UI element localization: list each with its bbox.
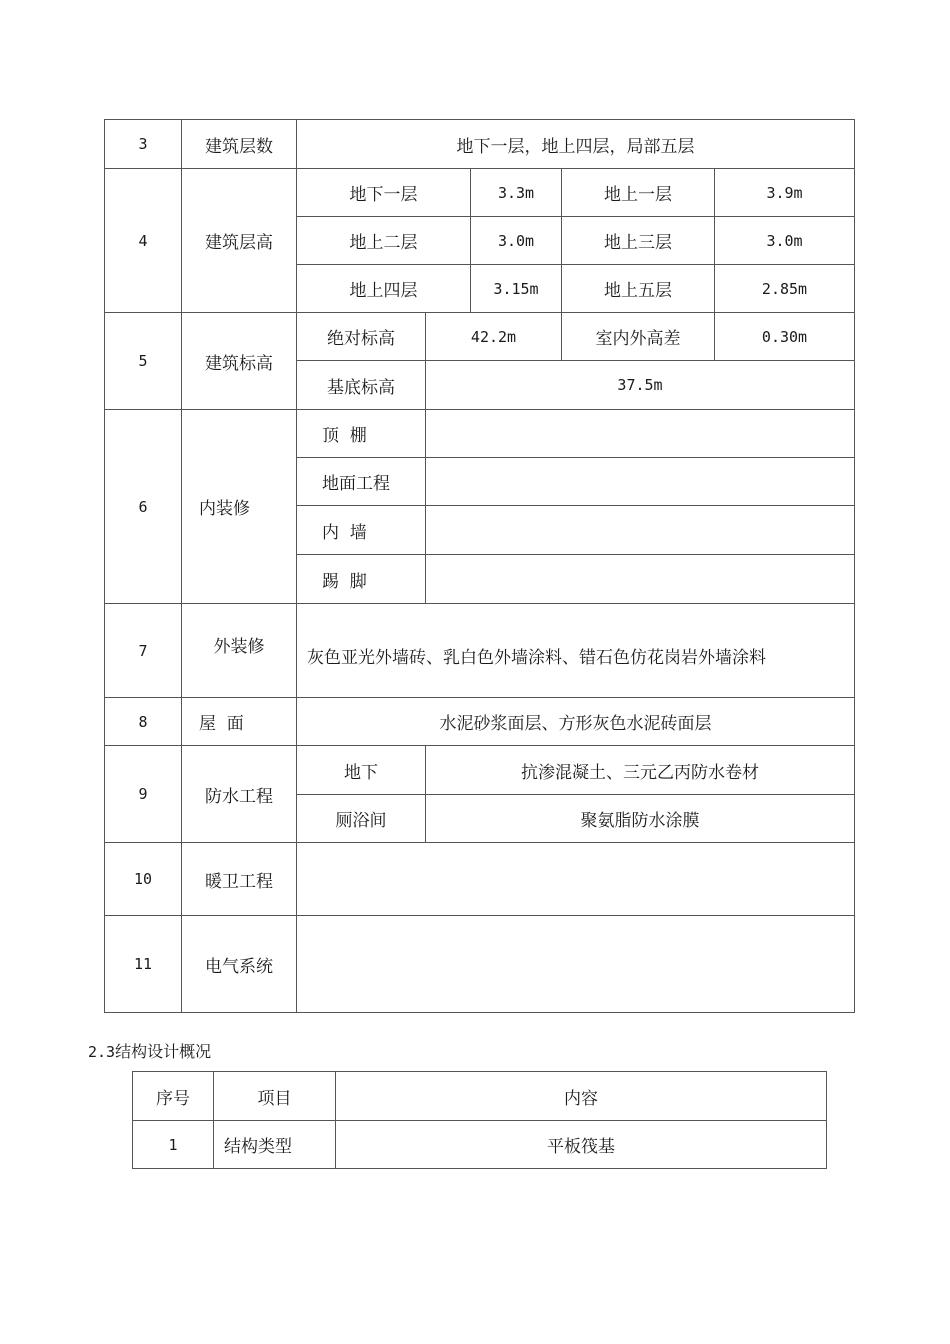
table-row bbox=[105, 746, 855, 795]
row-number: 8 bbox=[105, 698, 182, 746]
table-header-row bbox=[133, 1072, 827, 1121]
row-number: 3 bbox=[105, 120, 182, 169]
table-row bbox=[105, 313, 855, 361]
row-item: 电气系统 bbox=[182, 916, 297, 1013]
floor-height: 3.15m bbox=[471, 265, 562, 313]
waterproof-area-label: 厕浴间 bbox=[297, 795, 426, 843]
table-row bbox=[105, 916, 855, 1013]
row-item: 暖卫工程 bbox=[182, 843, 297, 916]
header-content: 内容 bbox=[336, 1072, 827, 1121]
row-item: 建筑标高 bbox=[182, 313, 297, 410]
row-content: 灰色亚光外墙砖、乳白色外墙涂料、错石色仿花岗岩外墙涂料 bbox=[297, 604, 855, 698]
row-item: 屋 面 bbox=[182, 698, 297, 746]
section-title: 结构设计概况 bbox=[115, 1042, 212, 1061]
row-number: 1 bbox=[133, 1121, 214, 1169]
base-elevation-label: 基底标高 bbox=[297, 361, 426, 410]
finish-item-value bbox=[426, 410, 855, 458]
header-item: 项目 bbox=[214, 1072, 336, 1121]
floor-height: 3.3m bbox=[471, 169, 562, 217]
row-number: 9 bbox=[105, 746, 182, 843]
table-row bbox=[105, 843, 855, 916]
absolute-elevation-label: 绝对标高 bbox=[297, 313, 426, 361]
header-number: 序号 bbox=[133, 1072, 214, 1121]
finish-item-value bbox=[426, 506, 855, 555]
row-item: 防水工程 bbox=[182, 746, 297, 843]
finish-item-label: 内 墙 bbox=[297, 506, 426, 555]
row-number: 5 bbox=[105, 313, 182, 410]
row-number: 7 bbox=[105, 604, 182, 698]
row-content: 地下一层，地上四层，局部五层 bbox=[297, 120, 855, 169]
floor-label: 地上五层 bbox=[562, 265, 715, 313]
row-content: 平板筏基 bbox=[336, 1121, 827, 1169]
table-row bbox=[105, 120, 855, 169]
row-number: 6 bbox=[105, 410, 182, 604]
row-item: 建筑层高 bbox=[182, 169, 297, 313]
row-number: 4 bbox=[105, 169, 182, 313]
finish-item-label: 顶 棚 bbox=[297, 410, 426, 458]
row-content: 水泥砂浆面层、方形灰色水泥砖面层 bbox=[297, 698, 855, 746]
table-row bbox=[105, 169, 855, 217]
table-row bbox=[105, 604, 855, 698]
floor-label: 地上四层 bbox=[297, 265, 471, 313]
row-item: 外装修 bbox=[182, 604, 297, 698]
row-content bbox=[297, 916, 855, 1013]
floor-label: 地上二层 bbox=[297, 217, 471, 265]
architecture-overview-table bbox=[104, 119, 855, 1013]
floor-height: 3.0m bbox=[715, 217, 855, 265]
section-number: 2.3 bbox=[88, 1043, 116, 1061]
base-elevation-value: 37.5m bbox=[426, 361, 855, 410]
section-heading bbox=[88, 1039, 211, 1062]
floor-label: 地下一层 bbox=[297, 169, 471, 217]
row-number: 11 bbox=[105, 916, 182, 1013]
row-number: 10 bbox=[105, 843, 182, 916]
floor-label: 地上一层 bbox=[562, 169, 715, 217]
floor-height: 2.85m bbox=[715, 265, 855, 313]
table-row bbox=[133, 1121, 827, 1169]
row-item: 建筑层数 bbox=[182, 120, 297, 169]
finish-item-label: 地面工程 bbox=[297, 458, 426, 506]
structure-overview-table bbox=[132, 1071, 827, 1169]
finish-item-label: 踢 脚 bbox=[297, 555, 426, 604]
row-item: 结构类型 bbox=[214, 1121, 336, 1169]
height-difference-label: 室内外高差 bbox=[562, 313, 715, 361]
row-content bbox=[297, 843, 855, 916]
absolute-elevation-value: 42.2m bbox=[426, 313, 562, 361]
floor-label: 地上三层 bbox=[562, 217, 715, 265]
floor-height: 3.0m bbox=[471, 217, 562, 265]
waterproof-area-value: 聚氨脂防水涂膜 bbox=[426, 795, 855, 843]
row-item: 内装修 bbox=[182, 410, 297, 604]
table-row bbox=[105, 698, 855, 746]
floor-height: 3.9m bbox=[715, 169, 855, 217]
finish-item-value bbox=[426, 458, 855, 506]
waterproof-area-label: 地下 bbox=[297, 746, 426, 795]
table-row bbox=[105, 410, 855, 458]
height-difference-value: 0.30m bbox=[715, 313, 855, 361]
finish-item-value bbox=[426, 555, 855, 604]
waterproof-area-value: 抗渗混凝土、三元乙丙防水卷材 bbox=[426, 746, 855, 795]
